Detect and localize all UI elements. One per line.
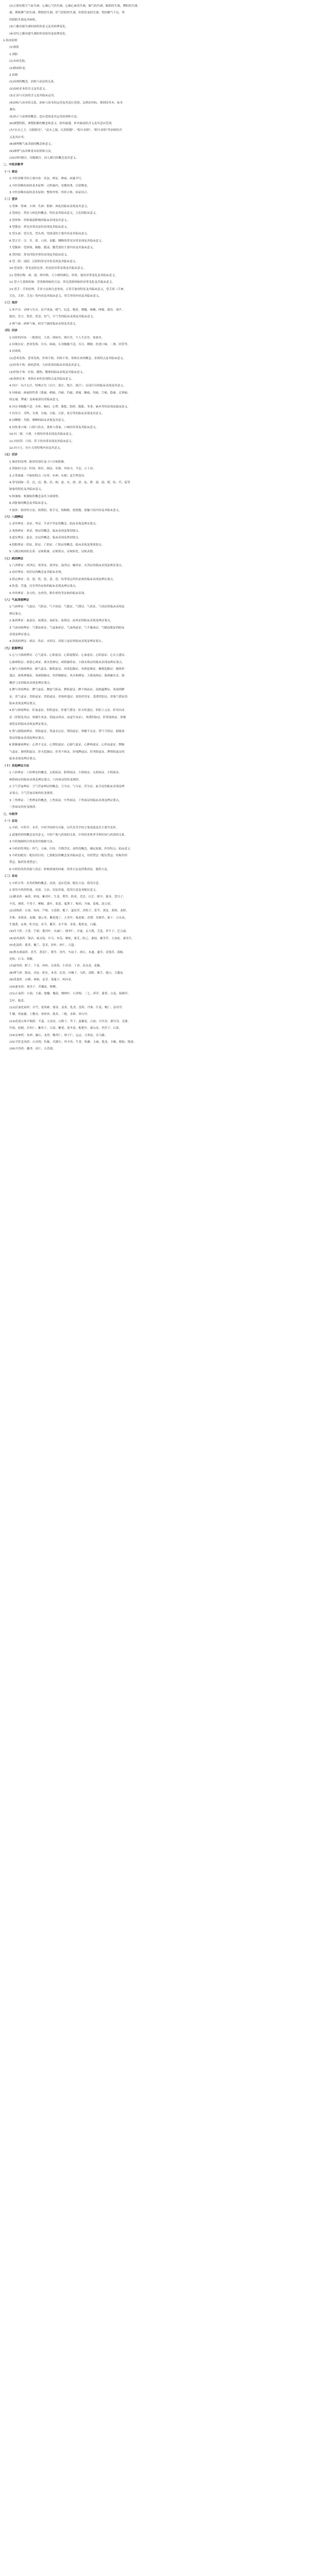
- text-line: 1.气病辨证：气虚证、气陷证、气不固证、气脱证、气滞证、气逆证、气闭证的临床表现及: [9, 605, 125, 609]
- text-line: 8.望四肢：常见四肢异常的表现及其临床意义。: [9, 253, 70, 257]
- text-line: 2.问现在症：恶寒发热、汗出、疼痛、头身胸腹不适、耳目、睡眠、饮食口味、二便、经带等。: [9, 343, 130, 346]
- text-line: 固定痛、掣痛）及疼痛部位的临床意义。: [9, 398, 61, 402]
- text-line: (2)既病防变。: [9, 66, 28, 70]
- text-line: (9)调理气血各种基本原则和方法。: [9, 149, 54, 153]
- text-line: 艾叶、炮姜。: [9, 999, 27, 1003]
- text-line: 13.望舌：舌诊原理，舌诊方法和注意事项，正常舌象的特征及其临床意义，望舌质（舌神、: [9, 287, 127, 291]
- section-heading: （六）八纲辨证: [3, 516, 24, 519]
- text-line: 5.肾与膀胱病辨证：肾阳虚证、肾虚水泛证、肾阴虚证、肾精不足证、肾气不固证、膀胱湿: [9, 730, 125, 733]
- text-line: (10)因时制宜、因地制宜、因人制宜的概念及其意义。: [9, 156, 79, 160]
- text-line: 1.心与小肠病辨证：心气虚证、心阳虚证、心阳虚脱证、心血虚证、心阴虚证、心火亢盛证、: [9, 654, 128, 657]
- text-line: (2)五脏的相互气血失调：心肺心气的失调，心肺心血的失调，肺气的失调，肺阴的失调，脾阳的失调。: [9, 5, 141, 8]
- text-line: 3.三焦辨证：三焦辨证的概念，上焦病证、中焦病证、下焦病证的临床表现及辨证要点，: [9, 799, 122, 802]
- text-line: 兼治。: [9, 108, 18, 112]
- text-line: 1.六经辨证：六经辨证的概念，太阳病证、阳明病证、少阳病证、太阴病证、少阴病证、: [9, 771, 122, 775]
- section-heading: （九）脏腑辨证: [3, 647, 24, 650]
- text-line: 1.望神：得神、少神、失神、假神、神乱的临床表现及其意义。: [9, 205, 90, 208]
- text-line: (5)化湿药：藿香、佩兰、苍术、厚朴、砂仁、豆蔻。: [9, 944, 77, 947]
- text-line: 2.中医诊断疾病的基本原理：司外揣内、见微知著、以常衡变。: [9, 184, 90, 188]
- text-line: 6.真脏脉的概念及其临床意义。: [9, 502, 50, 505]
- text-line: (1)恶寒发热：恶寒发热、但寒不热、但热不寒、寒热往来的概念、表现特点及其临床意义。: [9, 357, 126, 360]
- text-line: (1)未病先防。: [9, 60, 28, 63]
- section-heading: （四）问诊: [3, 329, 18, 333]
- text-line: (3)泻下药：大黄、芒硝、番泻叶、火麻仁、郁李仁、甘遂、京大戟、芫花、牵牛子、巴豆霜。: [9, 930, 129, 934]
- text-line: (13)化痰止咳平喘药：半夏、天南星、白附子、芥子、旋覆花、白前、川贝母、浙贝母、瓜蒌、: [9, 1020, 131, 1023]
- text-line: 1.表里辨证：表证、里证、半表半里证的概念、临床表现及辨证要点。: [9, 522, 99, 526]
- text-line: 2.常用中药的性能、功效、主治、用法用量、使用注意及其配伍意义。: [9, 889, 99, 892]
- text-line: (8)调理精气血津液的概念和意义。: [9, 143, 54, 146]
- text-line: 9.望二阴：前阴、后阴的常见异常表现及其临床意义。: [9, 260, 78, 264]
- text-line: (1)治则的概念，治则与治法的关系。: [9, 80, 57, 84]
- text-line: 1.六淫辨证：风淫证、寒淫证、暑淫证、湿淫证、燥淫证、火淫证的临床表现及辨证要点。: [9, 564, 125, 567]
- text-line: 1.中药分类：各类药物的概念、功效、适应范围、配伍方法、使用注意。: [9, 882, 102, 885]
- text-line: 1.问诊的内容：一般情况、主诉、现病史、既往史、个人生活史、家族史。: [9, 336, 105, 340]
- text-line: (4)寒热往来：寒热往来的表现特点及其临床意义。: [9, 377, 74, 381]
- text-line: 证（肝阳化风证、热极生风证、阴虚动风证、血虚生风证）、寒滞肝脉证、肝胆湿热证、胆郁: [9, 716, 126, 719]
- text-line: 10.问二便：大便、小便的异常表现及其临床意义。: [9, 433, 75, 436]
- section-heading: （十）其他辨证方法: [3, 764, 29, 768]
- section-heading: （二）各论: [3, 875, 18, 878]
- text-line: (3)六腑功能失调的病机和意义及其病理变化。: [9, 25, 69, 29]
- text-line: (6)调整阴阳、调整脏腑的概念和意义，损其偏盛、补其偏衰的含义及其适应范围。: [9, 122, 114, 125]
- text-line: 5.望头面：望头发、望头颅、望面部的主要内容及其临床意义。: [9, 232, 90, 236]
- text-line: 2.诊脉的方法：时间、体位、指法、布指、举按寻、平息、五十动。: [9, 467, 96, 471]
- text-line: 心脉痹阻证、痰蒙心神证、痰火扰神证、瘀阻脑络证、小肠实热证的临床表现及辨证要点。: [9, 660, 125, 664]
- section-heading: （七）病因辨证: [3, 557, 24, 561]
- text-line: 7.问耳目：耳鸣、耳聋、目痛、目眩、目涩、雀盲等的临床表现及其意义。: [9, 412, 105, 415]
- text-line: 辛夷、薄荷、牛蒡子、蝉蜕、桑叶、菊花、蔓荆子、柴胡、升麻、葛根、淡豆豉。: [9, 902, 113, 906]
- text-line: 4.望姿态：常见异常动态的表现及其临床意义。: [9, 226, 70, 229]
- text-line: (4)治标与治本的关系，治标与治本的运用及其适应范围；急则治其标，缓则治其本，标本: [9, 101, 123, 105]
- text-line: 调，脾和脾气的失调，脾阴的失调，肝气肝阳的失调，肝阴肝血的失调，肾的精气不足，肾: [9, 11, 125, 15]
- text-line: 3.望形体：形体强弱胖瘦的临床表现及其意义。: [9, 218, 70, 222]
- text-line: 证要点，卫气营血证候的传变规律。: [9, 792, 56, 795]
- document-body: [0, 0, 335, 1053]
- text-line: 3.气血同病辨证：气滞血瘀证、气虚血瘀证、气血两虚证、气不摄血证、气随血脱证的临床: [9, 626, 125, 630]
- section-heading: （八）气血津液辨证: [3, 598, 29, 602]
- text-line: 牛膝、鸡血藤、土鳖虫、骨碎补、莪术、三棱、水蛭、穿山甲。: [9, 1013, 90, 1016]
- text-line: 5.外伤辨证：金刃伤、虫兽伤、跌仆损伤等证候的临床表现。: [9, 591, 87, 595]
- text-line: 2.卫气营血辨证：卫气营血辨证的概念，卫分证、气分证、营分证、血分证的临床表现及辨: [9, 785, 125, 788]
- text-line: 6.中药的用药剂量与用法：影响剂量的因素，煎煮方法及特殊煎法，服药方法。: [9, 868, 110, 871]
- text-line: 气虚证、肺肾阴虚证、肝火犯肺证、肝胃不和证、肝郁脾虚证、肝肾阴虚证、脾肾阳虚证的: [9, 750, 125, 754]
- text-line: 12.望小儿食指络脉：望食指络脉的方法、常见食指络脉的异常变化及其临床意义。: [9, 281, 115, 284]
- text-line: 3.中药炮制的目的及常用炮制方法。: [9, 840, 56, 844]
- section-heading: （一）绪论: [3, 170, 18, 174]
- text-line: 2.道地药材的概念及其意义，中药产地与药效的关系，中药的采集季节和时间与药效的关系。: [9, 833, 128, 837]
- text-line: 2.嗅气味：病体气味、病室气味的临床表现及其意义。: [9, 322, 78, 326]
- text-line: 7.按诊：按诊的方法、按肌肤、按手足、按胸胁、按脘腹、按腧穴的内容及其临床意义。: [9, 509, 122, 512]
- text-line: 苦参、金银花、连翘、蒲公英、紫花地丁、大青叶、板蓝根、青黛、鱼腥草、射干、白头翁、: [9, 916, 128, 920]
- text-line: 临床表现及辨证要点。: [9, 757, 38, 761]
- text-line: 11.望排出物：痰、涎、呕吐物、大小便的颜色、形质、量的异常变化及其临床意义。: [9, 274, 118, 277]
- text-line: 11.问经带：月经、带下的异常表现及其临床意义。: [9, 439, 75, 443]
- text-line: 3.虚实辨证：虚证、实证的概念、临床表现及鉴别要点。: [9, 536, 81, 540]
- text-line: 4.津液病辨证：痰证、饮证、水停证、津液亏虚证的临床表现及辨证要点。: [9, 640, 105, 643]
- text-line: 4.问汗：有汗无汗、特殊汗出（自汗、盗汗、绝汗、战汗）、局部汗出的临床表现及其意义。: [9, 384, 126, 388]
- text-line: 表现及辨证要点。: [9, 633, 32, 636]
- text-line: 6.脏腑兼病辨证：心肾不交证、心肾阳虚证、心肺气虚证、心脾两虚证、心肝血虚证、脾肺: [9, 743, 125, 747]
- text-line: (1)解表药：麻黄、桂枝、紫苏叶、生姜、荆芥、防风、羌活、白芷、细辛、藁本、苍耳子、: [9, 895, 126, 899]
- text-line: 燥津亏证的临床表现及辨证要点。: [9, 681, 53, 685]
- text-line: 5.八纲证候间的关系：证候相兼、证候错杂、证候转化、证候真假。: [9, 550, 96, 554]
- text-line: (7)"壮水之主，以制阳光"，"益火之源，以消阴翳"，"阳中求阴"，"阴中求阳"等治则的含: [9, 129, 122, 132]
- text-line: (2)但寒不热：新病恶寒、久病畏寒的临床表现及其意义。: [9, 364, 83, 367]
- text-line: 痰扰证的临床表现及辨证要点。: [9, 723, 50, 726]
- text-line: 4.饮食、劳逸、房室所伤证候的临床表现及辨证要点。: [9, 585, 78, 588]
- text-line: 三焦病证的传变规律。: [9, 806, 38, 809]
- text-line: 2.治则: [9, 74, 18, 77]
- text-line: (8)理气药：陈皮、青皮、枳实、木香、沉香、川楝子、乌药、香附、佛手、薤白、大腹皮。: [9, 971, 126, 975]
- text-line: 9.问饮食口味：口渴与饮水、食欲与食量、口味的异常及其临床意义。: [9, 426, 99, 429]
- text-line: (7)温里药：附子、干姜、肉桂、吴茱萸、小茴香、丁香、高良姜、花椒。: [9, 964, 103, 968]
- text-line: 盛证、痰热壅肺证、寒痰阻肺证、饮停胸胁证、风水相搏证、大肠湿热证、肠热腑实证、肠: [9, 674, 125, 678]
- text-line: 4.中药药性理论：四气、五味、归经、升降浮沉、毒性的概念、确定依据、作用特点、临床意义: [9, 847, 130, 851]
- section-heading: （三）闻诊: [3, 301, 18, 305]
- section-heading: 1.防治原则: [3, 39, 18, 43]
- text-line: (12)活血化瘀药：川芎、延胡索、郁金、姜黄、乳香、没药、丹参、红花、桃仁、益母草、: [9, 1006, 125, 1009]
- section-heading: （五）切诊: [3, 453, 18, 457]
- text-line: 义及其应用。: [9, 135, 27, 139]
- text-line: 4.常见病脉：浮、沉、迟、数、洪、细、虚、实、滑、涩、弦、紧、濡、弱、缓、结、代、促等: [9, 481, 130, 485]
- text-line: 1.中药、中药学、本草、中药学的研究对象，历代本草学的主要成就及其主要代表作。: [9, 826, 119, 830]
- text-line: 8.问睡眠：失眠、嗜睡的临床表现及其意义。: [9, 419, 67, 422]
- text-line: 1.听声音：音哑与失音、语声重浊、嗳气、叹息、呃逆、喷嚏、咳嗽、哮喘、谵语、郑声、: [9, 308, 125, 312]
- text-line: (4)奇恒之腑功能失调的形成原因及病理变化。: [9, 32, 69, 36]
- text-line: 临床表现及辨证要点。: [9, 702, 38, 706]
- text-line: 4.阴阳辨证：阴证、阳证、亡阴证、亡阳证的概念、临床表现及鉴别要点。: [9, 543, 105, 547]
- text-line: 2.肺与大肠病辨证：肺气虚证、肺阴虚证、风寒犯肺证、风热犯肺证、燥邪犯肺证、肺热炽: [9, 668, 125, 671]
- text-line: 3.情志辨证：喜、怒、忧、思、悲、恐、惊等情志所伤证候的临床表现及辨证要点。: [9, 578, 116, 581]
- text-line: 6.问头身胸腹不适：头晕、胸闷、心悸、胁胀、脘痞、腹胀、身重、麻木等的表现及临床意义。: [9, 405, 130, 409]
- section-heading: （二）望诊: [3, 198, 18, 201]
- text-line: 1.中医诊断学的主要内容：诊法、辨证、辨病、病案书写。: [9, 177, 85, 181]
- text-line: 厥阴病证的临床表现及辨证要点，六经病证的传变规律。: [9, 778, 81, 782]
- text-line: 禁忌、服药饮食禁忌）。: [9, 861, 40, 865]
- text-line: 舌色、舌形、舌态）的内容及其临床意义，望舌苔的内容及其临床意义。: [9, 295, 102, 298]
- text-line: (3)但热不寒：壮热、潮热、微热的临床表现及其临床意义。: [9, 370, 86, 374]
- text-line: (9)消食药：山楂、神曲、麦芽、莱菔子、鸡内金。: [9, 978, 74, 982]
- text-line: (4)祛风湿药：独活、威灵仙、川乌、木瓜、蕲蛇、秦艽、防己、桑枝、豨莶草、五加皮、桑寄生。: [9, 937, 135, 940]
- text-line: (15)平肝息风药：石决明、牡蛎、代赭石、羚羊角、牛黄、钩藤、天麻、地龙、全蝎、蜈蚣、僵蚕。: [9, 1040, 137, 1044]
- text-line: 生地黄、玄参、牡丹皮、赤芍、紫草、水牛角、青蒿、地骨皮、白薇。: [9, 923, 99, 927]
- text-line: (1)预防: [9, 46, 20, 49]
- text-line: 6.望五官：目、耳、鼻、口唇、齿龈、咽喉的常见异常表现及其临床意义。: [9, 239, 105, 243]
- text-line: (16)开窍药：麝香、冰片、石菖蒲。: [9, 1047, 56, 1051]
- text-line: 3.正常脉象：平脉的特点（有胃、有神、有根）及生理变异。: [9, 474, 87, 478]
- text-line: (2)治病求本的含义及其意义。: [9, 87, 48, 91]
- text-line: 独语、狂言、错语、呓语、短气、少气等的临床表现及其临床意义。: [9, 315, 96, 319]
- text-line: 5.问疼痛：疼痛的性质（胀痛、刺痛、冷痛、灼痛、重痛、酸痛、绞痛、空痛、隐痛、走窜痛、: [9, 391, 130, 395]
- text-line: 2.望面色：常色与病色的概念、特征及其临床意义，五色的临床意义。: [9, 212, 99, 215]
- section-heading: （一）总论: [3, 819, 18, 823]
- text-line: (2)清热药：石膏、知母、芦根、天花粉、栀子、夏枯草、决明子、黄芩、黄连、黄柏、龙胆、: [9, 909, 129, 913]
- text-line: 5.相兼脉：相兼脉的概念及其主病规律。: [9, 495, 61, 498]
- section-heading: 三、中药学: [3, 812, 18, 816]
- text-line: 3.中医诊断疾病的基本原则：整体审察、四诊合参、病证结合。: [9, 191, 90, 194]
- text-line: 辨证要点。: [9, 612, 24, 616]
- text-line: 脉象的特征及其临床意义。: [9, 488, 44, 492]
- text-line: 2.疫疠辨证：疫疠证的概念及其临床表现。: [9, 571, 64, 574]
- text-line: 的阴阳失调及其病机。: [9, 18, 38, 22]
- text-line: 证、胃气虚证、胃阳虚证、胃阴虚证、胃热炽盛证、寒饮停胃证、食滞胃脘证、胃肠气滞证的: [9, 695, 128, 699]
- text-line: 3.脾与胃病辨证：脾气虚证、脾虚气陷证、脾阳虚证、脾不统血证、湿热蕴脾证、寒湿困脾: [9, 688, 125, 692]
- text-line: (6)利水渗湿药：茯苓、薏苡仁、猪苓、泽泻、车前子、滑石、木通、通草、金钱草、茵陈、: [9, 951, 126, 954]
- text-line: 1.预防: [9, 53, 18, 56]
- text-line: 12.问小儿：问小儿的特殊内容及其意义。: [9, 447, 63, 450]
- text-line: 1.脉诊的原理、脉诊的部位及寸口分候脏腑。: [9, 460, 67, 464]
- text-line: (10)驱虫药：使君子、苦楝皮、槟榔。: [9, 985, 59, 989]
- text-line: 2.寒热辨证：寒证、热证的概念、临床表现及鉴别要点。: [9, 529, 81, 533]
- text-line: (14)安神药：朱砂、磁石、龙骨、酸枣仁、柏子仁、远志、合欢皮、首乌藤。: [9, 1033, 108, 1037]
- text-line: 虎杖、石韦、萆薢。: [9, 958, 36, 961]
- text-line: (11)止血药：小蓟、大蓟、地榆、槐花、侧柏叶、白茅根、三七、茜草、蒲黄、白及、仙鹤草、: [9, 992, 131, 996]
- text-line: (5)扶正与祛邪的概念、适应范围及其运用原则和方法。: [9, 115, 80, 118]
- section-heading: 二、中医诊断学: [3, 163, 24, 167]
- text-line: 7.望躯体：望颈项、胸胁、腹部、腰背部的主要内容及其临床意义。: [9, 246, 96, 250]
- text-line: 3.问寒热: [9, 350, 21, 353]
- text-line: 热证的临床表现及辨证要点。: [9, 737, 47, 740]
- text-line: 2.血病辨证：血虚证、血脱证、血瘀证、血热证、血寒证的临床表现及辨证要点。: [9, 619, 113, 623]
- text-line: 竹茹、桔梗、苦杏仁、紫苏子、百部、紫菀、款冬花、枇杷叶、桑白皮、葶苈子、白果。: [9, 1027, 122, 1030]
- text-line: 5.中药的配伍：配伍的目的，七情配伍的概念及其临床意义，用药禁忌（配伍禁忌、妊娠用药: [9, 854, 128, 857]
- text-line: 4.肝与胆病辨证：肝血虚证、肝阴虚证、肝郁气滞证、肝火炽盛证、肝阳上亢证、肝风内动: [9, 709, 125, 713]
- text-line: 10.望皮肤：常见皮肤色泽、形态的异常表现及其临床意义。: [9, 267, 86, 270]
- text-line: (3)正治与反治的含义及其临床运用。: [9, 94, 57, 98]
